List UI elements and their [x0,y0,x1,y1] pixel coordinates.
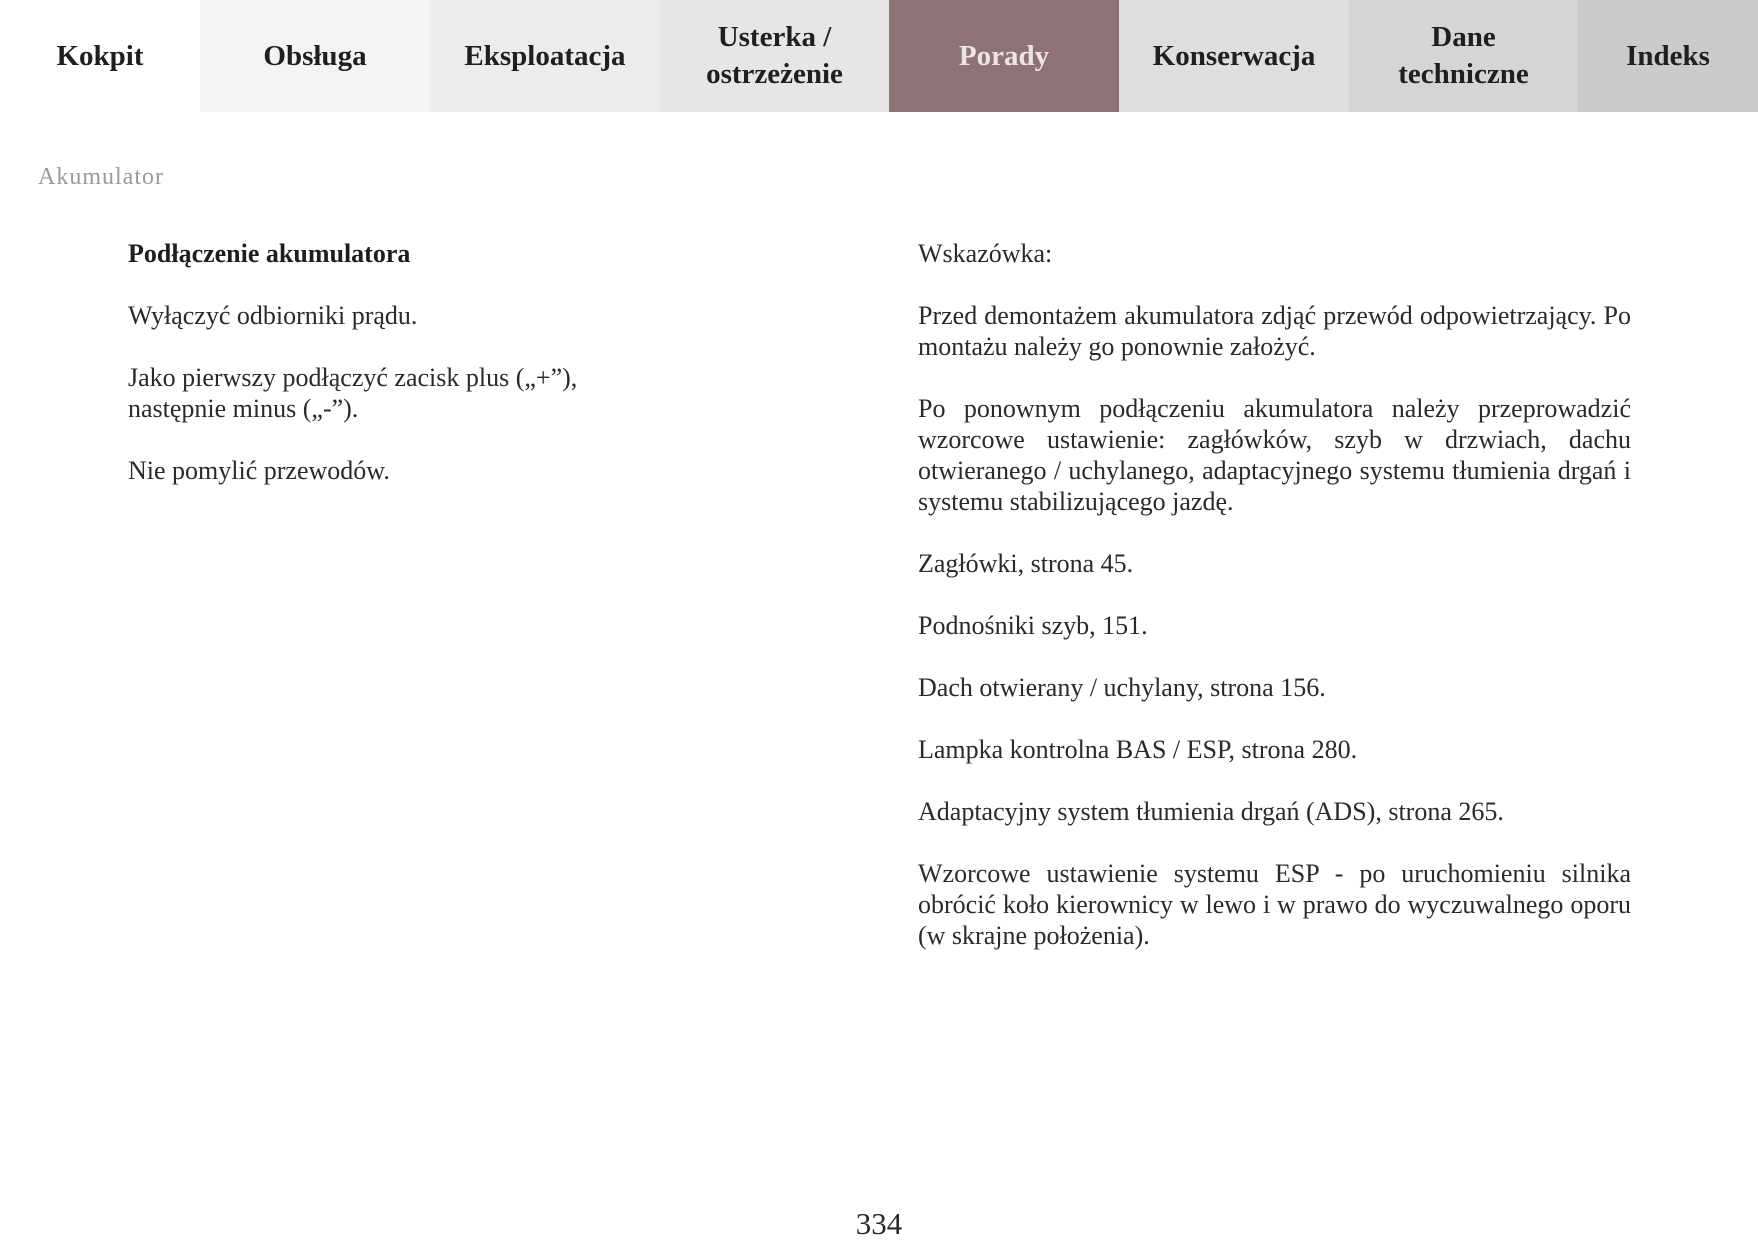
tab-usterka-ostrzezenie[interactable] [660,0,889,112]
left-column [128,238,648,517]
left-paragraph: Wyłączyć odbiorniki prądu. [128,301,418,330]
tab-indeks[interactable] [1578,0,1758,112]
left-paragraph: Nie pomylić przewodów. [128,456,390,485]
reference-ads: Adaptacyjny system tłumienia drgań (ADS), strona 265. [918,797,1504,826]
section-label: Akumulator [38,164,164,190]
note-paragraph-esp: Wzorcowe ustawienie systemu ESP - po uruchomieniu silnika obrócić koło kierownicy w lewo i w prawo do wyczuwalnego oporu (w skrajne położenia). [918,859,1631,950]
tab-label-line-2: ostrzeżenie [706,58,843,90]
tab-kokpit[interactable] [0,0,200,112]
left-paragraph: Jako pierwszy podłączyć zacisk plus („+”), następnie minus („-”). [128,363,578,423]
reference-headrests: Zagłówki, strona 45. [918,549,1134,578]
note-label: Wskazówka: [918,239,1053,268]
tab-label-line-1: Dane [1431,21,1496,53]
tab-label: Konserwacja [1152,39,1316,72]
reference-bas-esp-lamp: Lampka kontrolna BAS / ESP, strona 280. [918,735,1358,764]
right-column [918,238,1631,982]
section-heading: Podłączenie akumulatora [128,239,411,268]
page-number: 334 [855,1206,903,1241]
reference-window-lifts: Podnośniki szyb, 151. [918,611,1148,640]
tab-obsluga[interactable] [200,0,430,112]
tab-label: Obsługa [263,39,367,72]
tab-label: Eksploatacja [464,39,626,72]
tab-label: Indeks [1626,39,1710,72]
tab-label: Porady [958,39,1050,72]
note-paragraph: Przed demontażem akumulatora zdjąć przewód odpowietrzający. Po montażu należy go ponownie założyć. [918,301,1631,361]
chapter-nav [0,0,1758,112]
note-paragraph: Po ponownym podłączeniu akumulatora należy przeprowadzić wzorcowe ustawienie: zagłówków, szyb w drzwiach, dachu otwieranego / uchylanego, adaptacyjnego systemu tłumienia drgań i systemu stabilizującego jazdę. [918,394,1631,516]
tab-label-line-2: techniczne [1398,58,1529,90]
tab-porady[interactable] [889,0,1119,112]
tab-eksploatacja[interactable] [430,0,660,112]
tab-label-line-1: Usterka / [717,21,832,53]
tab-konserwacja[interactable] [1119,0,1349,112]
reference-sunroof: Dach otwierany / uchylany, strona 156. [918,673,1326,702]
tab-label: Kokpit [56,39,144,72]
tab-dane-techniczne[interactable] [1349,0,1578,112]
